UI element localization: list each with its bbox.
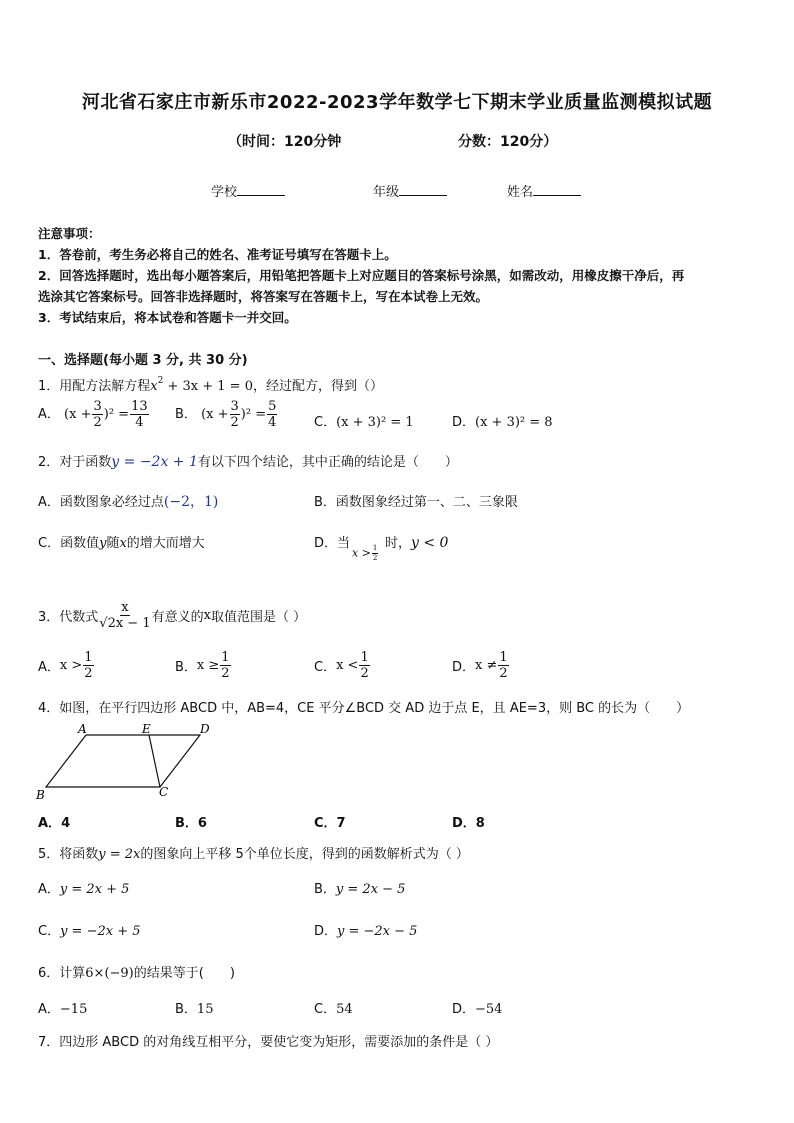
option-expr: y = 2x − 5	[335, 882, 406, 897]
grade-label: 年级	[373, 185, 400, 200]
name-blank[interactable]	[533, 184, 581, 196]
q1-eq-rest: + 3x + 1 = 0	[163, 379, 253, 394]
grade-blank[interactable]	[399, 184, 447, 196]
option-value: 54	[336, 1002, 353, 1017]
q3-option-c[interactable]	[314, 651, 371, 680]
q3-d-num: 1	[499, 650, 508, 665]
q6-option-a[interactable]	[38, 998, 87, 1017]
q1-b-vden: 4	[268, 415, 277, 430]
option-value: −54	[475, 1002, 503, 1017]
q2-stem-tail: 有以下四个结论，其中正确的结论是（ ）	[197, 455, 458, 470]
school-blank[interactable]	[237, 184, 285, 196]
q1-c-expr: (x + 3)² = 1	[336, 415, 414, 430]
q2-option-c[interactable]	[38, 532, 205, 551]
q1-option-c[interactable]	[314, 411, 414, 430]
section-heading: 一、选择题(每小题 3 分, 共 30 分)	[38, 353, 248, 368]
vertex-label-e: E	[142, 722, 151, 736]
q1-stem-tail: ，经过配方，得到（）	[252, 379, 383, 394]
parallelogram-outline	[46, 735, 200, 787]
q6-stem-tail: 的结果等于( )	[133, 966, 235, 981]
option-value: 4	[61, 816, 71, 831]
option-label: A．	[38, 407, 60, 422]
segment-ce	[149, 735, 160, 787]
q3-b-num: 1	[221, 650, 230, 665]
option-value: 8	[475, 816, 485, 831]
q1-option-b[interactable]	[175, 400, 278, 429]
q3-a-num: 1	[84, 650, 93, 665]
option-label: C．	[38, 924, 61, 939]
q3-b-den: 2	[221, 666, 230, 681]
q2-a-point: (−2，1)	[163, 494, 219, 510]
q6-option-c[interactable]	[314, 998, 353, 1017]
q2-b-text: B．函数图象经过第一、二、三象限	[314, 495, 518, 510]
q3-d-rel: x ≠	[475, 658, 498, 673]
q1-stem-text: 1．用配方法解方程	[38, 379, 151, 394]
option-expr: y = 2x + 5	[59, 882, 130, 897]
parallelogram-figure	[30, 720, 230, 805]
option-label: A．	[38, 816, 62, 831]
q2-d-result: y < 0	[411, 535, 449, 551]
question-1-stem	[38, 375, 383, 394]
option-label: D．	[452, 660, 476, 675]
q4-option-d[interactable]	[452, 812, 485, 831]
q6-option-b[interactable]	[175, 998, 213, 1017]
q3-a-rel: x >	[59, 658, 83, 673]
option-label: A．	[38, 660, 60, 675]
option-label: D．	[314, 924, 338, 939]
q3-stem-tail: 取值范围是（ ）	[210, 610, 307, 625]
question-2-stem	[38, 451, 458, 470]
q5-option-a[interactable]	[38, 878, 129, 897]
question-5-stem	[38, 843, 469, 862]
q3-c-num: 1	[360, 650, 369, 665]
q1-b-lhs: (x +	[201, 407, 229, 422]
q3-c-den: 2	[360, 666, 369, 681]
q2-a-text: A．函数图象必经过点	[38, 495, 164, 510]
option-expr: y = −2x − 5	[337, 924, 418, 939]
vertex-label-c: C	[159, 785, 169, 799]
q1-b-den: 2	[230, 415, 239, 430]
q1-eq-x: x	[150, 379, 158, 394]
option-label: C．	[314, 415, 337, 430]
q5-stem-text: 5．将函数	[38, 847, 99, 862]
option-label: D．	[452, 1002, 476, 1017]
q1-option-d[interactable]	[452, 411, 553, 430]
question-6-stem	[38, 962, 235, 981]
option-label: B．	[175, 407, 197, 422]
option-label: B．	[175, 660, 197, 675]
q2-c-x: x	[119, 536, 127, 551]
option-label: A．	[38, 1002, 60, 1017]
q2-d-tail	[385, 532, 448, 551]
q1-a-den: 2	[93, 415, 102, 430]
option-label: A．	[38, 882, 60, 897]
q5-option-c[interactable]	[38, 920, 141, 939]
q3-a-den: 2	[84, 666, 93, 681]
q5-function: y = 2x	[98, 847, 141, 862]
q4-option-a[interactable]	[38, 812, 70, 831]
q1-d-expr: (x + 3)² = 8	[475, 415, 553, 430]
exam-score: 分数：120分）	[458, 134, 558, 150]
q5-stem-tail: 的图象向上平移 5个单位长度，得到的函数解析式为（ ）	[140, 847, 469, 862]
name-label: 姓名	[507, 185, 534, 200]
q3-option-b[interactable]	[175, 651, 232, 680]
option-value: 15	[196, 1002, 214, 1017]
q2-c-text: C．函数值	[38, 536, 100, 551]
q2-d-cond-x: x >	[352, 546, 371, 560]
q5-option-b[interactable]	[314, 878, 405, 897]
option-label: B．	[314, 882, 336, 897]
q3-stem-text: 3．代数式	[38, 610, 99, 625]
q2-function: y = −2x + 1	[111, 454, 198, 470]
q3-frac-den: √2x − 1	[99, 616, 151, 631]
q6-expr: 6×(−9)	[85, 966, 134, 981]
notes-heading: 注意事项：	[38, 226, 101, 241]
q1-b-vnum: 5	[268, 399, 277, 414]
q5-option-d[interactable]	[314, 920, 417, 939]
school-field	[211, 181, 285, 200]
question-7-stem: 7．四边形 ABCD 的对角线互相平分，要使它变为矩形，需要添加的条件是（ ）	[38, 1035, 499, 1050]
q2-d-cond-den: 2	[372, 554, 378, 562]
q2-d-condition	[352, 545, 379, 562]
option-label: C．	[314, 1002, 337, 1017]
question-3-stem	[38, 601, 306, 630]
q2-c-text2: 随	[106, 536, 120, 551]
option-label: D．	[452, 415, 476, 430]
q1-a-vnum: 13	[131, 399, 148, 414]
vertex-label-d: D	[200, 722, 210, 736]
option-label: D．	[452, 816, 476, 831]
q3-frac-num: x	[121, 600, 129, 615]
q2-d-cond-num: 1	[372, 544, 378, 552]
q3-d-den: 2	[499, 666, 508, 681]
q2-d-text: D．当	[314, 536, 351, 551]
q2-option-b[interactable]	[314, 491, 518, 510]
q2-c-y: y	[99, 536, 107, 551]
q3-stem-x: x	[203, 608, 211, 623]
q3-b-rel: x ≥	[196, 658, 220, 673]
option-value: 6	[197, 816, 207, 831]
q4-option-c[interactable]	[314, 812, 346, 831]
q1-option-a[interactable]	[38, 400, 150, 429]
q2-option-a[interactable]	[38, 491, 218, 511]
q3-stem-text2: 有意义的	[151, 610, 204, 625]
exam-time: （时间：120分钟	[228, 134, 342, 150]
vertex-label-a: A	[78, 722, 87, 736]
note-item-1: 1．答卷前，考生务必将自己的姓名、准考证号填写在答题卡上。	[38, 247, 397, 262]
note-item-3: 3．考试结束后，将本试卷和答题卡一并交回。	[38, 310, 297, 325]
q1-a-vden: 4	[135, 415, 144, 430]
option-label: B．	[175, 816, 198, 831]
q3-c-rel: x <	[336, 658, 359, 673]
school-label: 学校	[211, 185, 238, 200]
question-4-stem: 4．如图，在平行四边形 ABCD 中，AB=4，CE 平分∠BCD 交 AD 边于点 E，且 AE=3，则 BC 的长为（ ）	[38, 701, 690, 716]
option-label: C．	[314, 660, 337, 675]
q2-d-text2: 时，	[385, 536, 412, 551]
option-value: −15	[59, 1002, 88, 1017]
q2-stem-text: 2．对于函数	[38, 455, 112, 470]
q1-eq-sup: 2	[157, 376, 164, 386]
option-expr: y = −2x + 5	[60, 924, 141, 939]
q1-a-rhs: )² =	[103, 407, 130, 422]
grade-field	[373, 181, 447, 200]
q2-option-d[interactable]	[314, 532, 350, 551]
vertex-label-b: B	[36, 788, 45, 802]
q6-stem-text: 6．计算	[38, 966, 86, 981]
name-field	[507, 181, 581, 200]
q3-option-d[interactable]	[452, 651, 510, 680]
q4-option-b[interactable]	[175, 812, 207, 831]
page-title: 河北省石家庄市新乐市2022-2023学年数学七下期末学业质量监测模拟试题	[81, 92, 713, 113]
option-label: C．	[314, 816, 337, 831]
q2-c-text3: 的增大而增大	[126, 536, 205, 551]
q6-option-d[interactable]	[452, 998, 502, 1017]
q1-a-lhs: (x +	[64, 407, 92, 422]
q1-a-num: 3	[93, 399, 102, 414]
q1-b-num: 3	[230, 399, 239, 414]
option-label: B．	[175, 1002, 197, 1017]
note-item-2-cont: 选涂其它答案标号。回答非选择题时，将答案写在答题卡上，写在本试卷上无效。	[38, 289, 489, 304]
q1-b-rhs: )² =	[240, 407, 267, 422]
note-item-2: 2．回答选择题时，选出每小题答案后，用铅笔把答题卡上对应题目的答案标号涂黑，如需改动，用橡皮擦干净后，再	[38, 268, 685, 283]
q3-option-a[interactable]	[38, 651, 95, 680]
option-value: 7	[336, 816, 346, 831]
